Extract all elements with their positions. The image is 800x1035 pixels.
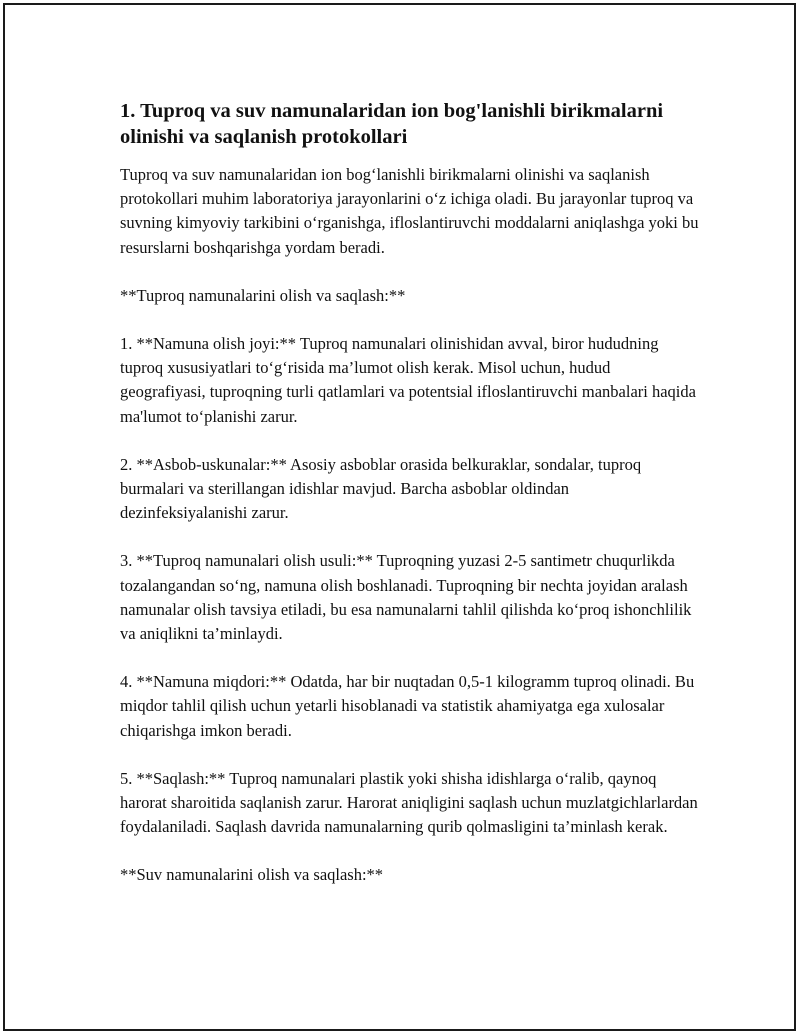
soil-section-heading: **Tuproq namunalarini olish va saqlash:**	[120, 285, 406, 305]
soil-step-sampling-method: 3. **Tuproq namunalari olish usuli:** Tuproqning yuzasi 2-5 santimetr chuqurlikda tozalangandan so‘ng, namuna olish boshlanadi. Tuproqning bir nechta joyidan aralash namunalar olish tavsiya etiladi, bu esa namunalarni tahlil qilishda ko‘proq ishonchlilik va aniqlikni ta’minlaydi.	[120, 551, 692, 644]
water-section-heading: **Suv namunalarini olish va saqlash:**	[120, 865, 384, 885]
soil-step-sampling-site: 1. **Namuna olish joyi:** Tuproq namunalari olinishidan avval, biror hududning tuproq xususiyatlari to‘g‘risida ma’lumot olish kerak. Misol uchun, hudud geografiyasi, tuproqning turli qatlamlari va potentsial ifloslantiruvchi manbalari haqida ma'lumot to‘planishi zarur.	[120, 334, 696, 426]
document-title: 1. Tuproq va suv namunalaridan ion bog'lanishli birikmalarni olinishi va saqlanish protokollari	[120, 100, 664, 148]
intro-paragraph: Tuproq va suv namunalaridan ion bog‘lanishli birikmalarni olinishi va saqlanish protokollari muhim laboratoriya jarayonlarini o‘z ichiga oladi. Bu jarayonlar tuproq va suvning kimyoviy tarkibini o‘rganishga, ifloslantiruvchi moddalarni aniqlashga yoki bu resurslarni boshqarishga yordam beradi.	[120, 165, 699, 257]
soil-step-sample-amount: 4. **Namuna miqdori:** Odatda, har bir nuqtadan 0,5-1 kilogramm tuproq olinadi. Bu miqdor tahlil qilish uchun yetarli hisoblanadi va statistik ahamiyatga ega xulosalar chiqarishga imkon beradi.	[120, 672, 695, 740]
document-body	[120, 98, 700, 912]
page-frame	[3, 3, 796, 1031]
soil-step-equipment: 2. **Asbob-uskunalar:** Asosiy asboblar orasida belkuraklar, sondalar, tuproq burmalari va sterillangan idishlar mavjud. Barcha asboblar oldindan dezinfeksiyalanishi zarur.	[120, 454, 642, 523]
soil-step-storage: 5. **Saqlash:** Tuproq namunalari plastik yoki shisha idishlarga o‘ralib, qaynoq harorat sharoitida saqlanish zarur. Harorat aniqligini saqlash uchun muzlatgichlarlardan foydalaniladi. Saqlash davrida namunalarning qurib qolmasligini ta’minlash kerak.	[120, 768, 698, 837]
